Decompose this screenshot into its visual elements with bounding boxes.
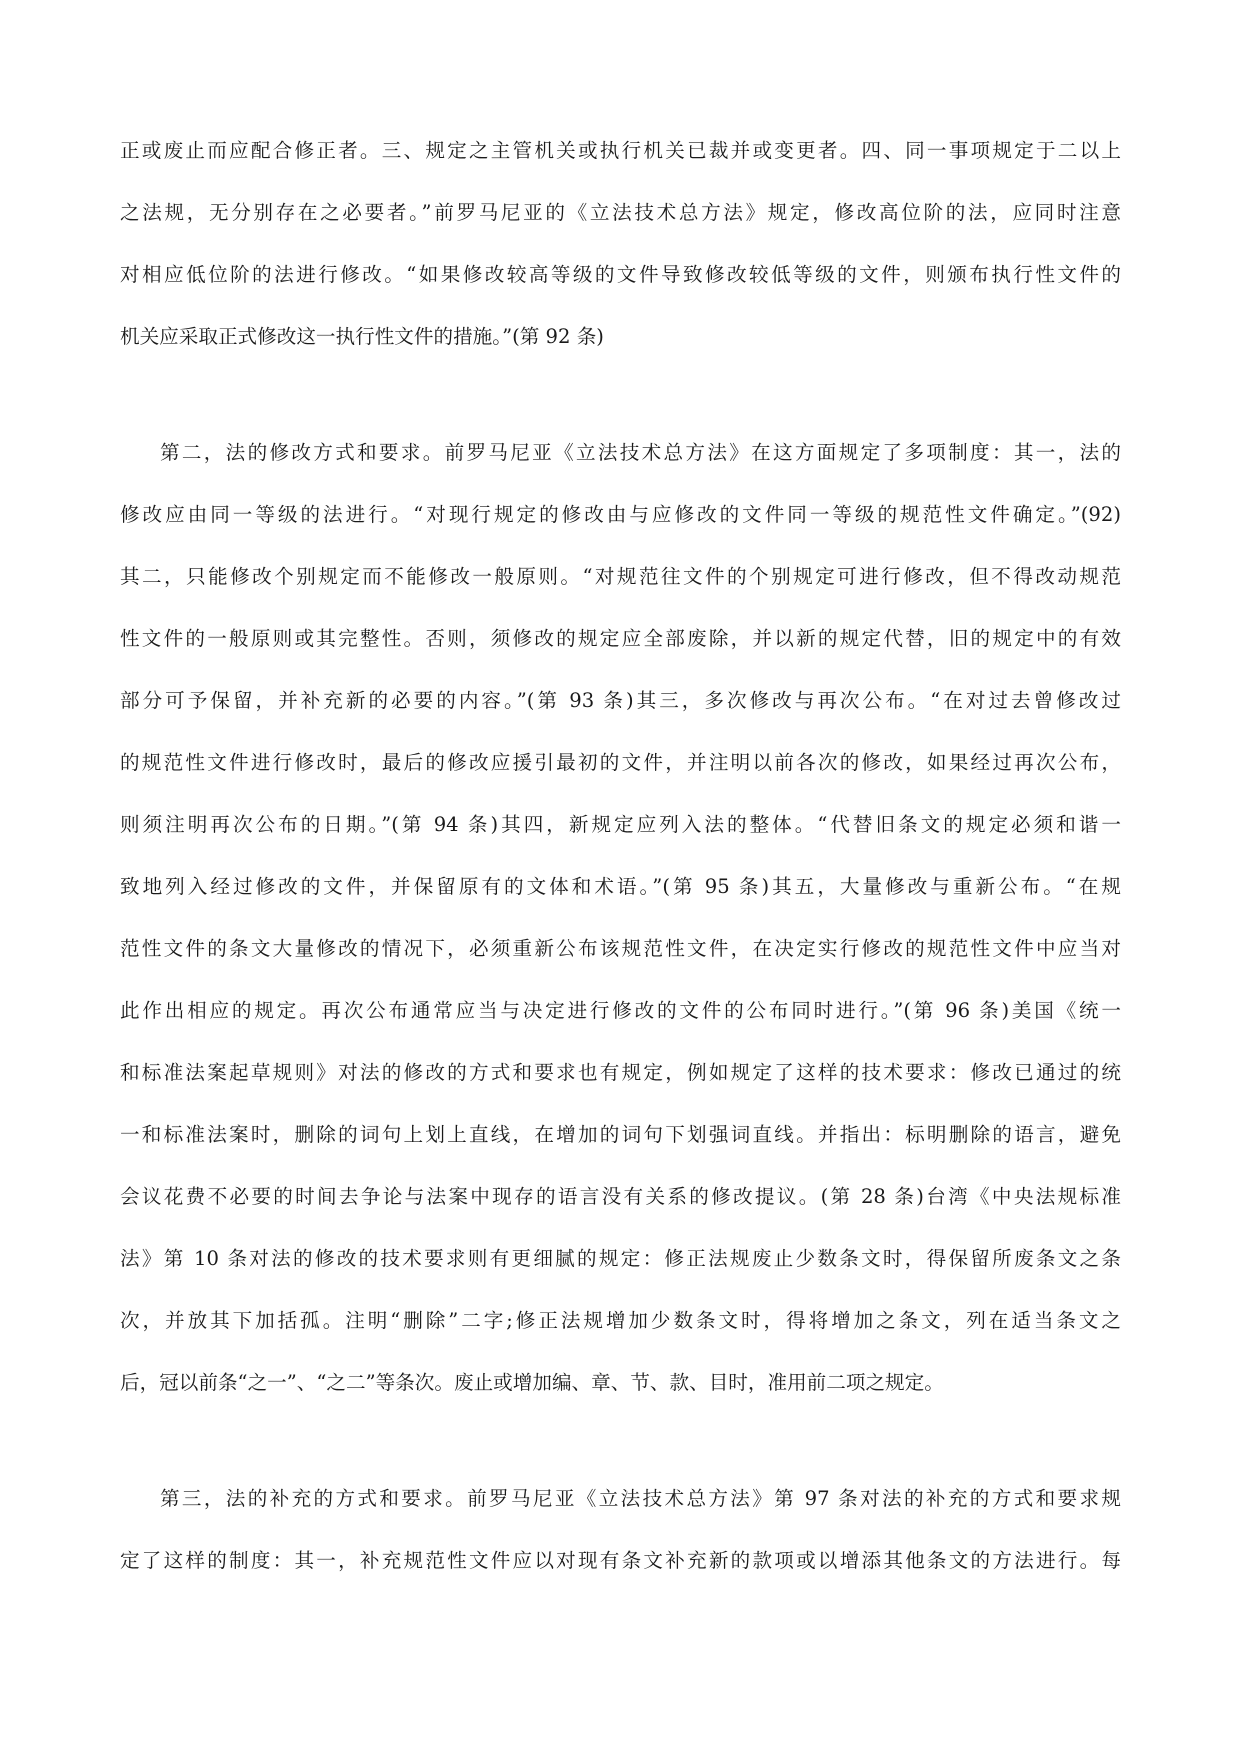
text-line: 和标准法案起草规则》对法的修改的方式和要求也有规定，例如规定了这样的技术要求：修改已通过的统 xyxy=(120,1061,1121,1084)
text-line: 部分可予保留，并补充新的必要的内容。”(第 93 条)其三，多次修改与再次公布。“在对过去曾修改过 xyxy=(120,689,1121,712)
text-line: 此作出相应的规定。再次公布通常应当与决定进行修改的文件的公布同时进行。”(第 96 条)美国《统一 xyxy=(120,999,1121,1022)
text-line: 正或废止而应配合修正者。三、规定之主管机关或执行机关已裁并或变更者。四、同一事项规定于二以上 xyxy=(120,139,1121,162)
text-line: 修改应由同一等级的法进行。“对现行规定的修改由与应修改的文件同一等级的规范性文件确定。”(92) xyxy=(120,503,1121,526)
text-line: 会议花费不必要的时间去争论与法案中现存的语言没有关系的修改提议。(第 28 条)台湾《中央法规标准 xyxy=(120,1185,1121,1208)
text-line: 法》第 10 条对法的修改的技术要求则有更细腻的规定：修正法规废止少数条文时，得保留所废条文之条 xyxy=(120,1247,1121,1270)
text-line: 性文件的一般原则或其完整性。否则，须修改的规定应全部废除，并以新的规定代替，旧的规定中的有效 xyxy=(120,627,1121,650)
text-line: 范性文件的条文大量修改的情况下，必须重新公布该规范性文件，在决定实行修改的规范性文件中应当对 xyxy=(120,937,1121,960)
text-line: 机关应采取正式修改这一执行性文件的措施。”(第 92 条) xyxy=(120,325,604,348)
text-line: 则须注明再次公布的日期。”(第 94 条)其四，新规定应列入法的整体。“代替旧条文的规定必须和谐一 xyxy=(120,813,1121,836)
text-line: 第三，法的补充的方式和要求。前罗马尼亚《立法技术总方法》第 97 条对法的补充的方式和要求规 xyxy=(160,1487,1121,1510)
text-line: 第二，法的修改方式和要求。前罗马尼亚《立法技术总方法》在这方面规定了多项制度：其一，法的 xyxy=(160,441,1121,464)
text-line: 一和标准法案时，删除的词句上划上直线，在增加的词句下划强词直线。并指出：标明删除的语言，避免 xyxy=(120,1123,1121,1146)
text-line: 的规范性文件进行修改时，最后的修改应援引最初的文件，并注明以前各次的修改，如果经过再次公布， xyxy=(120,751,1121,774)
text-line: 之法规，无分别存在之必要者。”前罗马尼亚的《立法技术总方法》规定，修改高位阶的法，应同时注意 xyxy=(120,201,1121,224)
text-line: 致地列入经过修改的文件，并保留原有的文体和术语。”(第 95 条)其五，大量修改与重新公布。“在规 xyxy=(120,875,1121,898)
text-line: 次，并放其下加括孤。注明“删除”二字;修正法规增加少数条文时，得将增加之条文，列在适当条文之 xyxy=(120,1309,1121,1332)
text-line: 定了这样的制度：其一，补充规范性文件应以对现有条文补充新的款项或以增添其他条文的方法进行。每 xyxy=(120,1549,1121,1572)
text-line: 其二，只能修改个别规定而不能修改一般原则。“对规范往文件的个别规定可进行修改，但不得改动规范 xyxy=(120,565,1121,588)
text-line: 后，冠以前条“之一”、“之二”等条次。废止或增加编、章、节、款、目时，准用前二项之规定。 xyxy=(120,1371,944,1394)
text-line: 对相应低位阶的法进行修改。“如果修改较高等级的文件导致修改较低等级的文件，则颁布执行性文件的 xyxy=(120,263,1121,286)
